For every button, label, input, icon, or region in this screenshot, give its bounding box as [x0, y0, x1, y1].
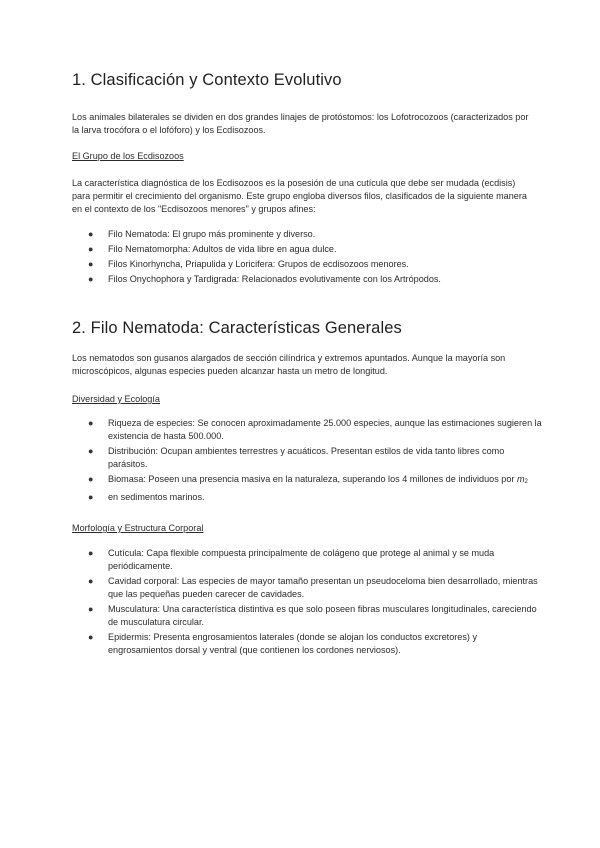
- subheading-morfologia: Morfología y Estructura Corporal: [72, 523, 204, 533]
- list-item: ● Filo Nematoda: El grupo más prominente y diverso.: [88, 229, 316, 239]
- unit-exponent: 2: [524, 479, 528, 485]
- list-item: ● Cutícula: Capa flexible compuesta principalmente de colágeno que protege al animal y se muda periódicamente.: [88, 548, 495, 571]
- section-1-title: 1. Clasificación y Contexto Evolutivo: [72, 71, 342, 89]
- section-1-intro: Los animales bilaterales se dividen en dos grandes linajes de protóstomos: los Lofotrocozoos (caracterizados por la larva trocófora o el lofóforo) y los Ecdisozoos.: [72, 112, 529, 135]
- list-item: ● Epidermis: Presenta engrosamientos laterales (donde se alojan los conductos excretores) y engrosamientos dorsal y ventral (que contienen los cordones nerviosos).: [88, 632, 477, 655]
- list-item: ● Filos Onychophora y Tardigrada: Relacionados evolutivamente con los Artrópodos.: [88, 274, 441, 284]
- list-item: ● Filos Kinorhyncha, Priapulida y Loricifera: Grupos de ecdisozoos menores.: [88, 259, 409, 269]
- phyla-list: [72, 228, 542, 288]
- bullet-icon: ●: [88, 244, 94, 254]
- list-item: ● Cavidad corporal: Las especies de mayor tamaño presentan un pseudoceloma bien desarrollado, mientras que las pequeñas pueden carecer de cavidades.: [88, 576, 538, 599]
- bullet-icon: ●: [88, 274, 94, 284]
- bullet-icon: ●: [88, 229, 94, 239]
- bullet-icon: ●: [88, 632, 94, 642]
- subheading-ecdisozoos: El Grupo de los Ecdisozoos: [72, 151, 184, 161]
- bullet-icon: ●: [88, 492, 94, 502]
- bullet-icon: ●: [88, 548, 94, 558]
- section-2-title: 2. Filo Nematoda: Características Generales: [72, 319, 402, 337]
- bullet-icon: ●: [88, 446, 94, 456]
- bullet-icon: ●: [88, 576, 94, 586]
- list-item: ● Biomasa: Poseen una presencia masiva en la naturaleza, superando los 4 millones de individuos por m2: [88, 474, 528, 485]
- list-item: ● en sedimentos marinos.: [88, 492, 205, 502]
- section-2-intro: Los nematodos son gusanos alargados de sección cilíndrica y extremos apuntados. Aunque la mayoría son microscópicos, algunas especies pueden alcanzar hasta un metro de longitud.: [72, 353, 506, 376]
- bullet-icon: ●: [88, 604, 94, 614]
- list-item: ● Riqueza de especies: Se conocen aproximadamente 25.000 especies, aunque las estimaciones sugieren la existencia de hasta 500.000.: [88, 418, 542, 441]
- list-item: ● Distribución: Ocupan ambientes terrestres y acuáticos. Presentan estilos de vida tanto libres como parásitos.: [88, 446, 505, 469]
- list-item: ● Musculatura: Una característica distintiva es que solo poseen fibras musculares longitudinales, careciendo de musculatura circular.: [88, 604, 537, 627]
- list-item: ● Filo Nematomorpha: Adultos de vida libre en agua dulce.: [88, 244, 337, 254]
- diversity-list: [72, 417, 542, 506]
- ecdisozoos-paragraph: La característica diagnóstica de los Ecdisozoos es la posesión de una cutícula que debe ser mudada (ecdisis) para permitir el crecimiento del organismo. Este grupo engloba diversos filos, clasificados de la siguiente manera en el contexto de los "Ecdisozoos menores" y grupos afines:: [72, 178, 527, 214]
- bullet-icon: ●: [88, 418, 94, 428]
- subheading-diversidad: Diversidad y Ecología: [72, 394, 160, 404]
- bullet-icon: ●: [88, 259, 94, 269]
- unit-m: m: [516, 474, 525, 484]
- morphology-list: [72, 547, 542, 659]
- bullet-icon: ●: [88, 474, 94, 484]
